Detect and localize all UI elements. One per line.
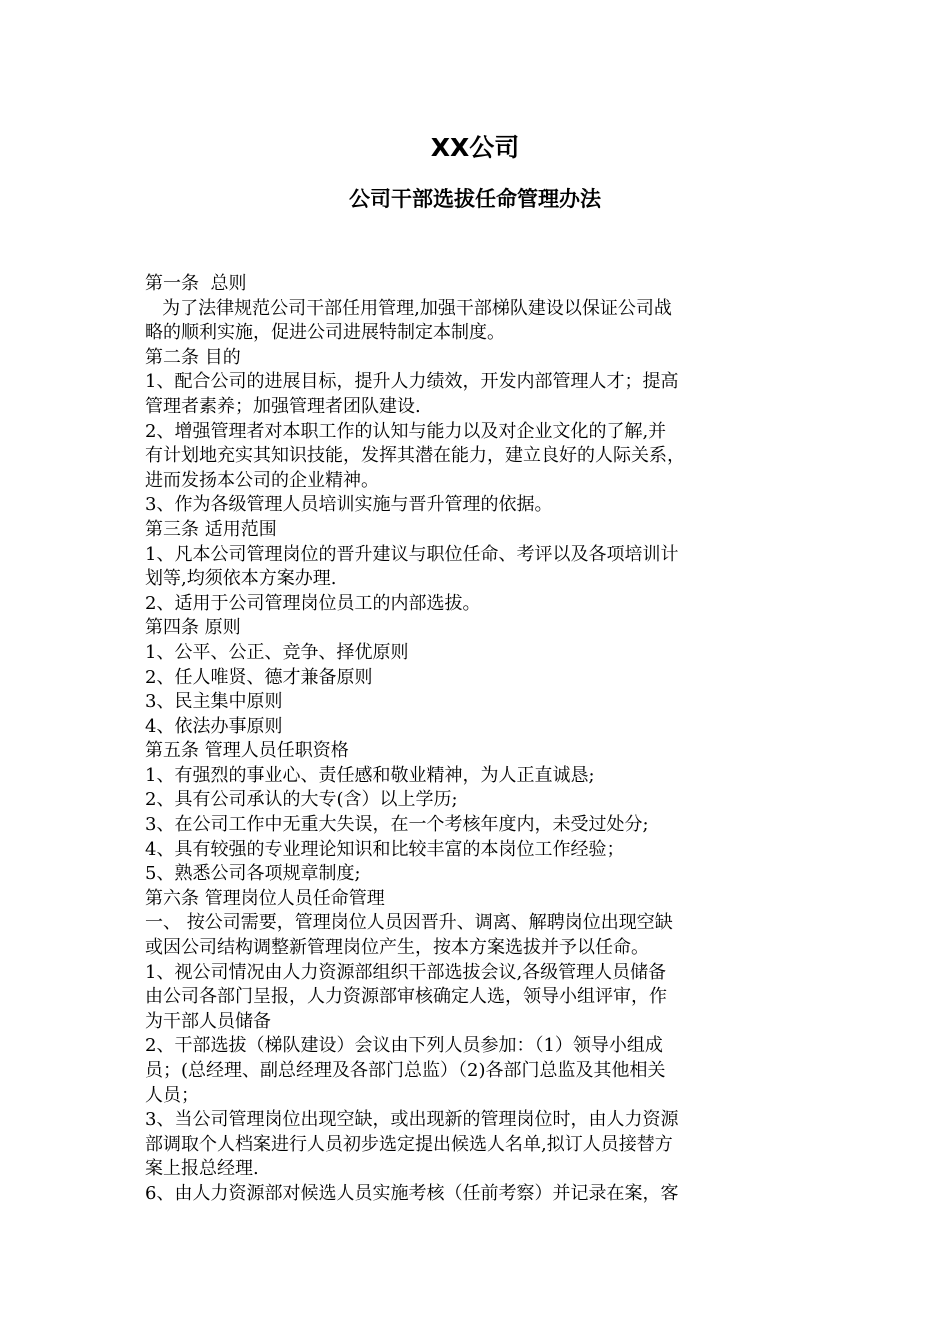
body-line: 4、依法办事原则 (145, 715, 283, 737)
body-line: 案上报总经理. (145, 1158, 259, 1180)
body-line: 划等,均须依本方案办理. (145, 568, 337, 590)
body-line: 第六条 管理岗位人员任命管理 (145, 887, 385, 909)
body-line: 进而发扬本公司的企业精神。 (145, 469, 379, 491)
body-line: 部调取个人档案进行人员初步选定提出候选人名单,拟订人员接替方 (145, 1133, 673, 1155)
body-line: 3、民主集中原则 (145, 691, 283, 713)
body-line: 2、具有公司承认的大专(含）以上学历; (145, 789, 458, 811)
body-line: 略的顺利实施，促进公司进展特制定本制度。 (145, 322, 505, 344)
body-line: 管理者素养；加强管理者团队建设. (145, 395, 421, 417)
body-line: 第二条 目的 (145, 346, 241, 368)
body-line: 1、公平、公正、竞争、择优原则 (145, 641, 409, 663)
body-line: 1、视公司情况由人力资源部组织干部选拔会议,各级管理人员储备 (145, 961, 667, 983)
document-body (145, 272, 810, 1207)
body-line: 为干部人员储备 (145, 1010, 271, 1032)
body-line: 2、干部选拔（梯队建设）会议由下列人员参加：（1）领导小组成 (145, 1035, 663, 1057)
body-line: 3、在公司工作中无重大失误，在一个考核年度内，未受过处分; (145, 814, 649, 836)
body-line: 或因公司结构调整新管理岗位产生，按本方案选拔并予以任命。 (145, 937, 649, 959)
body-line: 1、凡本公司管理岗位的晋升建议与职位任命、考评以及各项培训计 (145, 543, 679, 565)
body-line: 员；(总经理、副总经理及各部门总监）（2)各部门总监及其他相关 (145, 1060, 666, 1081)
body-line: 由公司各部门呈报，人力资源部审核确定人选，领导小组评审，作 (145, 986, 667, 1008)
body-line: 6、由人力资源部对候选人员实施考核（任前考察）并记录在案，客 (145, 1182, 679, 1204)
body-line: 4、具有较强的专业理论知识和比较丰富的本岗位工作经验； (145, 838, 625, 860)
body-line: 为了法律规范公司干部任用管理,加强干部梯队建设以保证公司战 (145, 297, 672, 319)
body-line: 人员； (145, 1084, 199, 1106)
body-line: 第五条 管理人员任职资格 (145, 740, 349, 762)
body-line: 有计划地充实其知识技能，发挥其潜在能力，建立良好的人际关系， (145, 445, 685, 467)
body-line: 2、适用于公司管理岗位员工的内部选拔。 (145, 592, 481, 614)
body-line: 1、有强烈的事业心、责任感和敬业精神，为人正直诚恳; (145, 764, 595, 786)
body-line: 5、熟悉公司各项规章制度; (145, 863, 361, 885)
document-title: XX公司 (430, 133, 520, 162)
body-line: 第一条 总则 (145, 273, 247, 294)
body-line: 一、 按公司需要，管理岗位人员因晋升、调离、解聘岗位出现空缺 (145, 912, 673, 934)
body-line: 2、增强管理者对本职工作的认知与能力以及对企业文化的了解,并 (145, 420, 667, 442)
body-line: 2、任人唯贤、德才兼备原则 (145, 666, 373, 688)
body-line: 3、当公司管理岗位出现空缺，或出现新的管理岗位时，由人力资源 (145, 1109, 679, 1131)
body-line: 第三条 适用范围 (145, 518, 277, 540)
document-subtitle: 公司干部选拔任命管理办法 (349, 187, 601, 211)
body-line: 3、作为各级管理人员培训实施与晋升管理的依据。 (145, 494, 553, 516)
body-line: 1、配合公司的进展目标，提升人力绩效，开发内部管理人才；提高 (145, 371, 679, 393)
body-line: 第四条 原则 (145, 617, 241, 639)
